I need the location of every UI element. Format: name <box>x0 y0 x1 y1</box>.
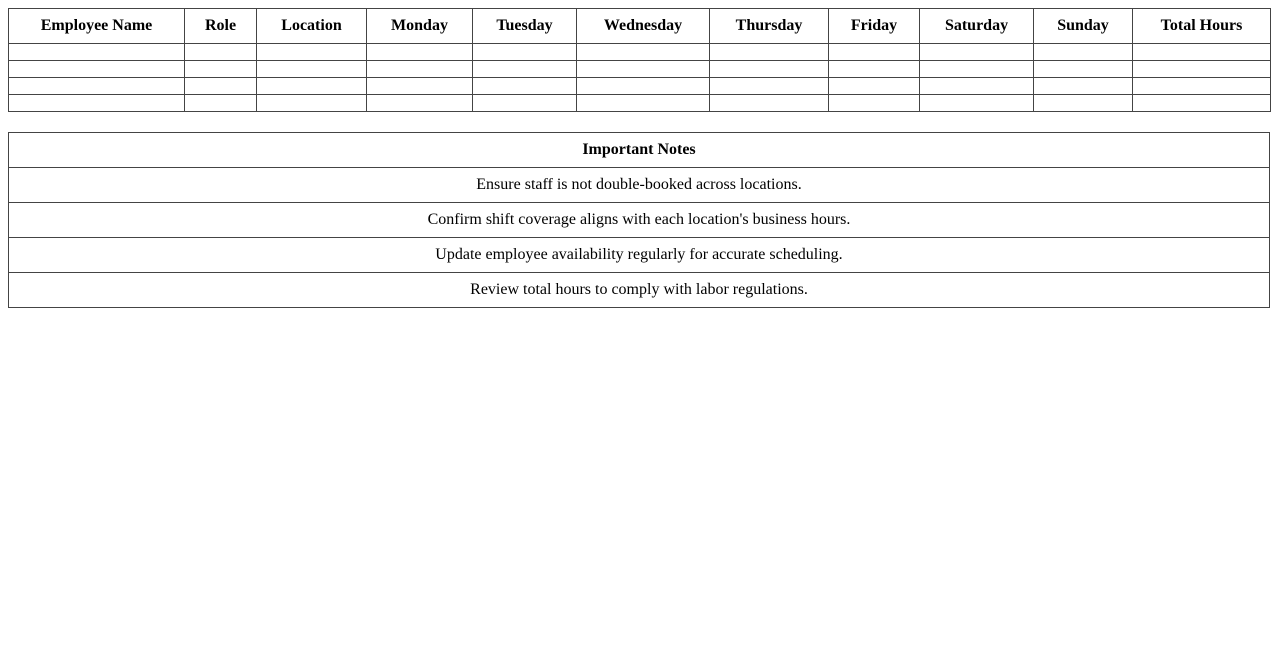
schedule-header-row <box>9 9 1271 44</box>
table-cell[interactable] <box>829 61 920 78</box>
table-cell[interactable] <box>257 44 367 61</box>
table-cell[interactable] <box>257 78 367 95</box>
table-cell[interactable] <box>9 61 185 78</box>
table-cell[interactable] <box>1133 44 1271 61</box>
header-saturday: Saturday <box>920 9 1034 44</box>
table-cell[interactable] <box>710 95 829 112</box>
table-cell[interactable] <box>185 78 257 95</box>
table-cell[interactable] <box>710 44 829 61</box>
table-cell[interactable] <box>473 78 577 95</box>
table-cell[interactable] <box>1133 95 1271 112</box>
header-friday: Friday <box>829 9 920 44</box>
header-location: Location <box>257 9 367 44</box>
note-item: Review total hours to comply with labor regulations. <box>9 273 1270 308</box>
table-cell[interactable] <box>185 61 257 78</box>
notes-title: Important Notes <box>9 133 1270 168</box>
header-total-hours: Total Hours <box>1133 9 1271 44</box>
table-row <box>9 61 1271 78</box>
header-monday: Monday <box>367 9 473 44</box>
table-cell[interactable] <box>473 95 577 112</box>
table-cell[interactable] <box>577 95 710 112</box>
notes-table <box>8 132 1270 308</box>
table-cell[interactable] <box>829 95 920 112</box>
table-cell[interactable] <box>1133 61 1271 78</box>
table-cell[interactable] <box>257 95 367 112</box>
header-thursday: Thursday <box>710 9 829 44</box>
table-row <box>9 78 1271 95</box>
table-cell[interactable] <box>1034 95 1133 112</box>
header-sunday: Sunday <box>1034 9 1133 44</box>
table-cell[interactable] <box>710 78 829 95</box>
table-cell[interactable] <box>367 44 473 61</box>
table-cell[interactable] <box>710 61 829 78</box>
table-cell[interactable] <box>1034 61 1133 78</box>
table-cell[interactable] <box>920 95 1034 112</box>
table-row <box>9 44 1271 61</box>
table-row <box>9 95 1271 112</box>
table-cell[interactable] <box>257 61 367 78</box>
table-cell[interactable] <box>1034 78 1133 95</box>
table-cell[interactable] <box>920 44 1034 61</box>
table-cell[interactable] <box>9 78 185 95</box>
table-cell[interactable] <box>920 61 1034 78</box>
table-cell[interactable] <box>185 95 257 112</box>
table-cell[interactable] <box>367 95 473 112</box>
table-cell[interactable] <box>920 78 1034 95</box>
table-cell[interactable] <box>1034 44 1133 61</box>
table-cell[interactable] <box>367 78 473 95</box>
table-cell[interactable] <box>473 61 577 78</box>
schedule-table <box>8 8 1271 112</box>
table-cell[interactable] <box>577 61 710 78</box>
note-item: Confirm shift coverage aligns with each location's business hours. <box>9 203 1270 238</box>
header-wednesday: Wednesday <box>577 9 710 44</box>
table-cell[interactable] <box>9 95 185 112</box>
table-cell[interactable] <box>577 78 710 95</box>
note-item: Ensure staff is not double-booked across locations. <box>9 168 1270 203</box>
table-cell[interactable] <box>1133 78 1271 95</box>
note-item: Update employee availability regularly for accurate scheduling. <box>9 238 1270 273</box>
table-cell[interactable] <box>577 44 710 61</box>
table-cell[interactable] <box>9 44 185 61</box>
table-cell[interactable] <box>829 78 920 95</box>
header-employee-name: Employee Name <box>9 9 185 44</box>
table-cell[interactable] <box>473 44 577 61</box>
header-tuesday: Tuesday <box>473 9 577 44</box>
table-cell[interactable] <box>185 44 257 61</box>
header-role: Role <box>185 9 257 44</box>
table-cell[interactable] <box>829 44 920 61</box>
table-cell[interactable] <box>367 61 473 78</box>
